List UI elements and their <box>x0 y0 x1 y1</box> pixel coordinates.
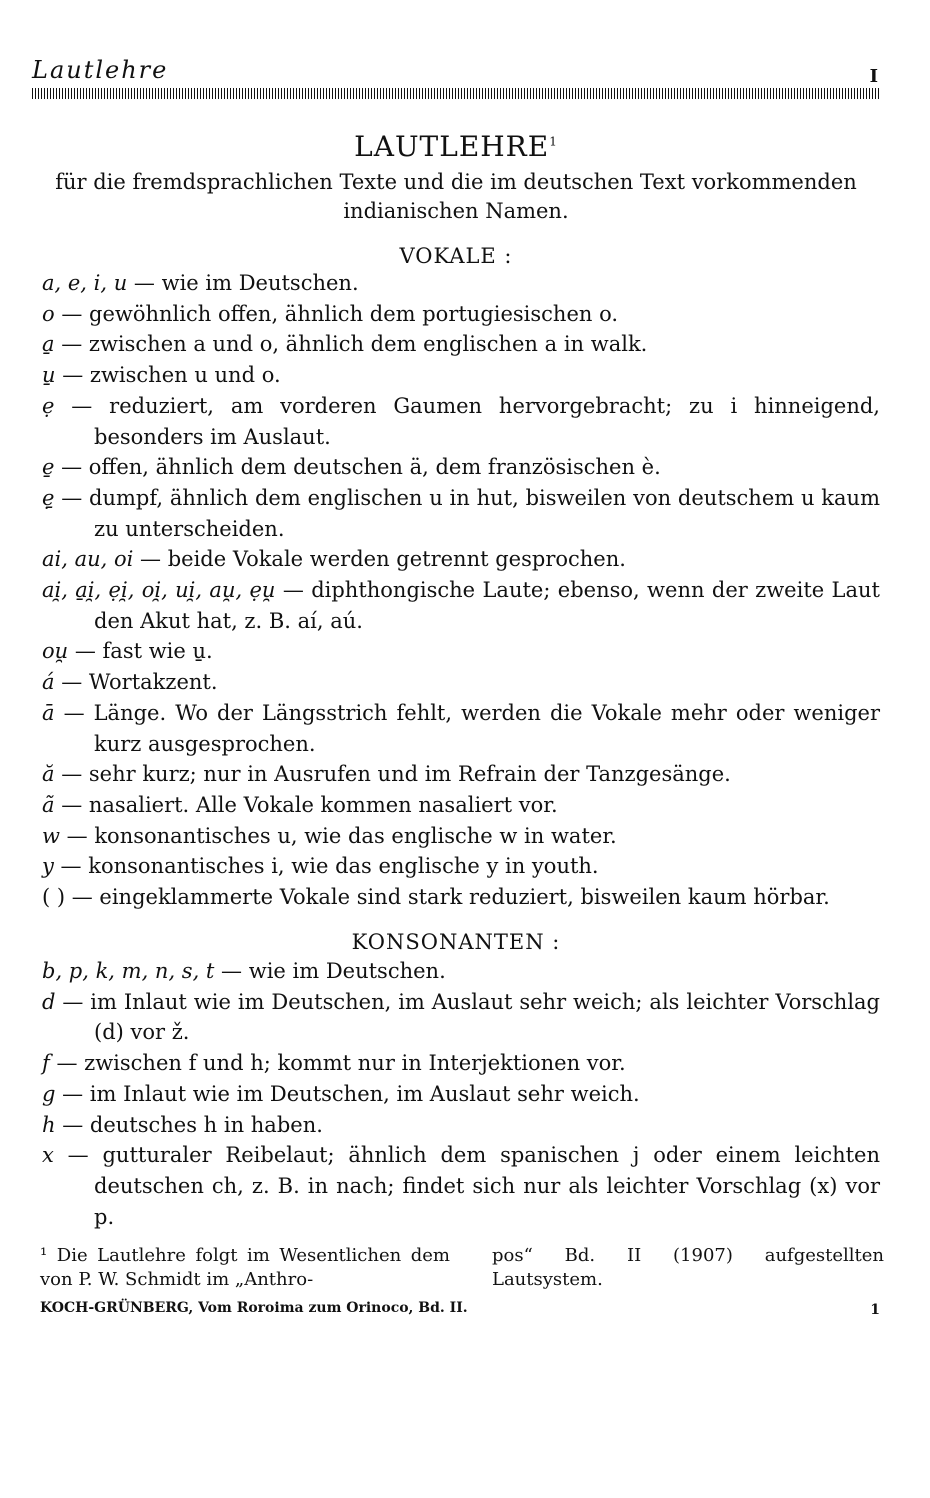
consonant-entry <box>42 1048 880 1079</box>
vowel-entry <box>42 636 880 667</box>
footnote-left-column: ¹ Die Lautlehre folgt im Wesentlichen dem von P. W. Schmidt im „Anthro- <box>40 1245 450 1290</box>
consonant-entry <box>42 1140 880 1232</box>
page-number: I <box>869 66 878 87</box>
entry-text: — Wortakzent. <box>54 670 218 695</box>
entry-term: ã <box>42 792 55 817</box>
entry-term: ai̯, a̱i̯, ẹi̯, oi̯, ui̯, au̯, ẹu̯ <box>42 578 276 603</box>
consonant-entry <box>42 987 880 1048</box>
entry-term: e̱ <box>42 455 55 480</box>
vowel-entry <box>42 360 880 391</box>
printer-signature: KOCH-GRÜNBERG, Vom Roroima zum Orinoco, Bd. II. <box>40 1300 468 1316</box>
vowel-entry <box>42 698 880 759</box>
vowel-entry <box>42 821 880 852</box>
page-title <box>32 130 880 163</box>
vowels-list <box>42 268 880 913</box>
vowel-entry <box>42 882 880 913</box>
entry-term: ẹ̱ <box>42 485 55 510</box>
entry-term: w <box>42 823 60 848</box>
entry-term: á <box>42 670 55 695</box>
entry-text: — im Inlaut wie im Deutschen, im Auslaut sehr weich; als leichter Vorschlag (d) vor ž. <box>55 989 880 1045</box>
page-subtitle: für die fremdsprachlichen Texte und die im deutschen Text vorkommenden indianischen Namen. <box>55 170 857 223</box>
vowels-heading: VOKALE : <box>399 244 513 268</box>
entry-term: a̱ <box>42 332 55 357</box>
header-rule <box>32 88 880 99</box>
vowel-entry <box>42 544 880 575</box>
running-title: Lautlehre <box>32 56 169 84</box>
entry-text: — eingeklammerte Vokale sind stark reduziert, bisweilen kaum hörbar. <box>65 885 830 910</box>
vowel-entry <box>42 759 880 790</box>
vowel-entry <box>42 329 880 360</box>
vowel-entry <box>42 851 880 882</box>
vowel-entry <box>42 667 880 698</box>
entry-text: — beide Vokale werden getrennt gesprochen. <box>133 547 626 572</box>
entry-term: g <box>42 1081 56 1106</box>
consonant-entry <box>42 1110 880 1141</box>
consonants-list <box>42 956 880 1232</box>
entry-term: ẹ <box>42 393 55 418</box>
entry-text: — fast wie u̱. <box>68 639 213 664</box>
entry-text: — zwischen f und h; kommt nur in Interjektionen vor. <box>49 1051 626 1076</box>
footnote-marker: 1 <box>549 134 558 149</box>
entry-term: d <box>42 989 56 1014</box>
entry-text: — gutturaler Reibelaut; ähnlich dem spanischen j oder einem leichten deutschen ch, z. B. in nach; findet sich nur als leichter Vorschlag (x) vor p. <box>53 1143 880 1229</box>
entry-term: ou̯ <box>42 639 69 664</box>
entry-text: — wie im Deutschen. <box>127 271 359 295</box>
entry-term: ā <box>42 700 55 725</box>
entry-term: ( ) <box>42 885 66 910</box>
entry-term: ai, au, oi <box>42 547 134 572</box>
entry-term: u̱ <box>42 363 56 388</box>
vowel-entry <box>42 299 880 330</box>
vowel-entry <box>42 452 880 483</box>
entry-text: — offen, ähnlich dem deutschen ä, dem französischen è. <box>54 455 661 480</box>
vowel-entry <box>42 575 880 636</box>
entry-text: — deutsches h in haben. <box>55 1112 323 1137</box>
entry-term: ă <box>42 762 55 787</box>
consonants-heading: KONSONANTEN : <box>351 930 561 954</box>
entry-text: — Länge. Wo der Längsstrich fehlt, werden die Vokale mehr oder weniger kurz ausgesprochen. <box>54 700 880 756</box>
entry-text: — konsonantisches u, wie das englische w in water. <box>59 823 617 848</box>
entry-text: — nasaliert. Alle Vokale kommen nasaliert vor. <box>54 792 558 817</box>
entry-text: — wie im Deutschen. <box>214 959 446 983</box>
entry-text: — reduziert, am vorderen Gaumen hervorgebracht; zu i hinneigend, besonders im Auslaut. <box>54 393 880 449</box>
entry-text: — zwischen u und o. <box>55 363 281 388</box>
vowel-entry <box>42 790 880 821</box>
consonant-entry <box>42 1079 880 1110</box>
entry-term: a, e, i, u <box>42 271 128 295</box>
entry-text: — diphthongische Laute; ebenso, wenn der zweite Laut den Akut hat, z. B. aí, aú. <box>94 578 880 633</box>
entry-text: — konsonantisches i, wie das englische y in youth. <box>53 854 599 879</box>
vowel-entry <box>42 268 880 299</box>
entry-term: x <box>42 1143 54 1168</box>
entry-term: o <box>42 301 55 326</box>
entry-text: — sehr kurz; nur in Ausrufen und im Refrain der Tanzgesänge. <box>54 762 731 787</box>
consonant-entry <box>42 956 880 987</box>
entry-text: — dumpf, ähnlich dem englischen u in hut, bisweilen von deutschem u kaum zu unterscheiden. <box>54 485 880 541</box>
entry-term: b, p, k, m, n, s, t <box>42 959 215 983</box>
footnote-right-column: pos“ Bd. II (1907) aufgestellten Lautsystem. <box>492 1245 884 1290</box>
entry-term: h <box>42 1112 56 1137</box>
sheet-number: 1 <box>870 1302 880 1318</box>
vowel-entry <box>42 391 880 452</box>
page-title-text: LAUTLEHRE <box>354 130 550 163</box>
entry-term: y <box>42 854 54 879</box>
entry-text: — zwischen a und o, ähnlich dem englischen a in walk. <box>54 332 648 357</box>
vowel-entry <box>42 483 880 544</box>
entry-text: — im Inlaut wie im Deutschen, im Auslaut sehr weich. <box>55 1081 640 1106</box>
entry-term: f <box>42 1051 50 1076</box>
entry-text: — gewöhnlich offen, ähnlich dem portugiesischen o. <box>54 301 619 326</box>
